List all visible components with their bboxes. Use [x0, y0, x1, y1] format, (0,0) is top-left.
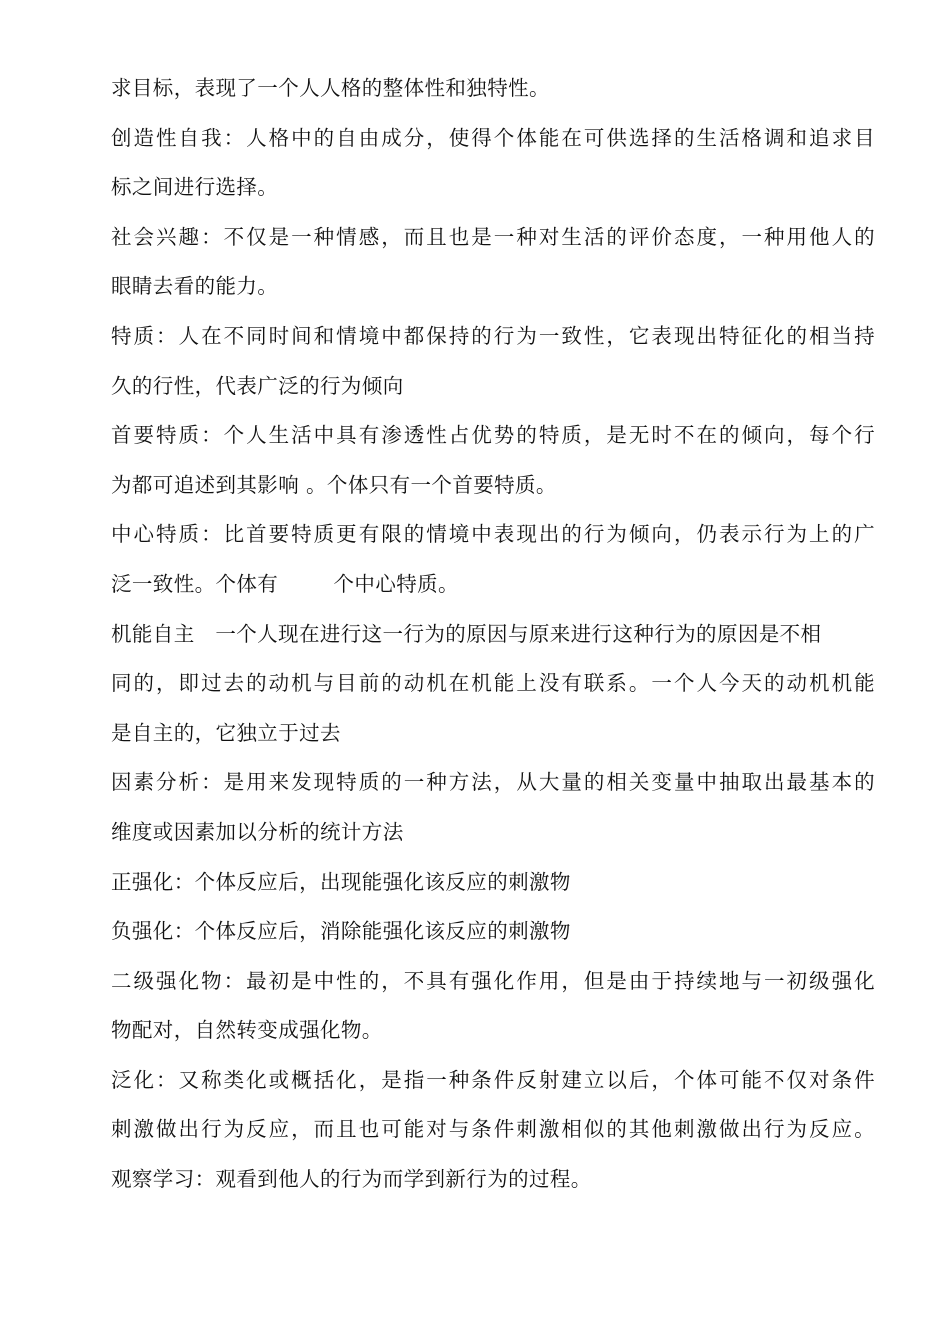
text-line: 维度或因素加以分析的统计方法: [111, 819, 404, 844]
text-line: 泛一致性。个体有 个中心特质。: [111, 571, 459, 596]
text-line: 物配对，自然转变成强化物。: [111, 1018, 383, 1043]
text-line: 久的行性，代表广泛的行为倾向: [111, 373, 404, 398]
text-line: 负强化：个体反应后，消除能强化该反应的刺激物: [111, 919, 571, 944]
text-line: 标之间进行选择。: [111, 175, 279, 200]
text-line: 首要特质：个人生活中具有渗透性占优势的特质，是无时不在的倾向，每个行: [111, 423, 875, 448]
text-line: 求目标，表现了一个人人格的整体性和独特性。: [111, 76, 550, 100]
text-line: 是自主的，它独立于过去: [111, 720, 341, 745]
text-line: 泛化：又称类化或概括化，是指一种条件反射建立以后，个体可能不仅对条件: [111, 1067, 875, 1092]
text-line: 二级强化物：最初是中性的，不具有强化作用，但是由于持续地与一初级强化: [111, 968, 875, 993]
text-line: 社会兴趣：不仅是一种情感，而且也是一种对生活的评价态度，一种用他人的: [111, 224, 875, 249]
document-body: [111, 64, 875, 1205]
text-line: 眼睛去看的能力。: [111, 274, 279, 299]
text-line: 机能自主 一个人现在进行这一行为的原因与原来进行这种行为的原因是不相: [111, 621, 822, 646]
text-line: 特质：人在不同时间和情境中都保持的行为一致性，它表现出特征化的相当持: [111, 323, 875, 348]
text-line: 为都可追述到其影响 。个体只有一个首要特质。: [111, 472, 557, 497]
text-line: 创造性自我：人格中的自由成分，使得个体能在可供选择的生活格调和追求目: [111, 125, 875, 150]
text-line: 因素分析：是用来发现特质的一种方法，从大量的相关变量中抽取出最基本的: [111, 770, 875, 795]
text-line: 同的，即过去的动机与目前的动机在机能上没有联系。一个人今天的动机机能: [111, 671, 875, 696]
text-line: 中心特质：比首要特质更有限的情境中表现出的行为倾向，仍表示行为上的广: [111, 522, 875, 547]
text-line: 正强化：个体反应后，出现能强化该反应的刺激物: [111, 869, 571, 894]
text-line: 观察学习：观看到他人的行为而学到新行为的过程。: [111, 1167, 592, 1192]
text-line: 刺激做出行为反应，而且也可能对与条件刺激相似的其他刺激做出行为反应。: [111, 1117, 875, 1142]
